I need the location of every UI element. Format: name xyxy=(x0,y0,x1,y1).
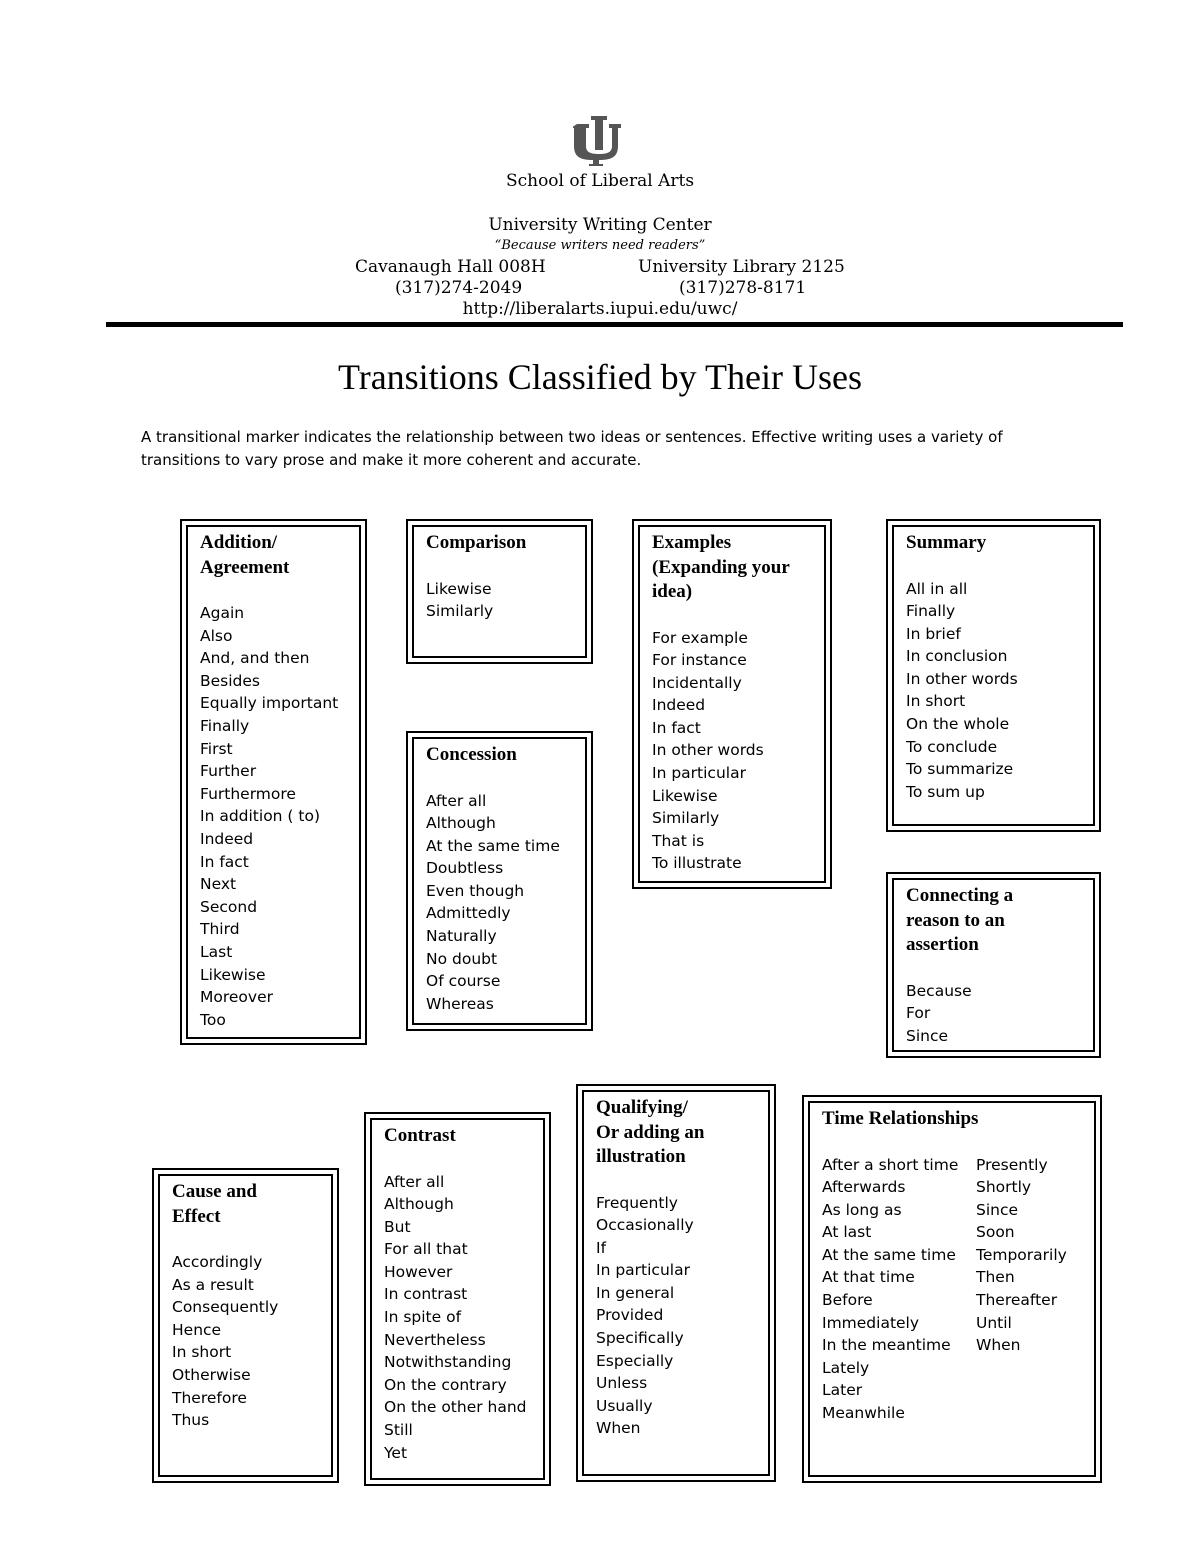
list-item: Incidentally xyxy=(652,673,742,692)
list-item: Frequently xyxy=(596,1193,678,1212)
item-list xyxy=(426,578,577,623)
list-item: Later xyxy=(822,1381,863,1400)
page-title: Transitions Classified by Their Uses xyxy=(337,357,862,397)
list-item: Occasionally xyxy=(596,1216,694,1235)
phone-right: (317)278-8171 xyxy=(679,278,807,298)
box-title: Contrast xyxy=(384,1125,456,1146)
list-item: For instance xyxy=(652,651,747,670)
list-item: Specifically xyxy=(596,1329,684,1348)
list-item: First xyxy=(200,739,233,758)
center-name: University Writing Center xyxy=(488,215,712,235)
box-qualifying xyxy=(576,1084,776,1482)
list-item: To conclude xyxy=(906,737,998,756)
list-item: No doubt xyxy=(426,949,498,968)
box-title: Summary xyxy=(906,532,987,553)
list-item: In spite of xyxy=(384,1308,462,1327)
header-divider xyxy=(106,322,1123,327)
list-item: In contrast xyxy=(384,1285,468,1304)
box-contrast xyxy=(364,1112,551,1486)
list-item: Likewise xyxy=(652,786,718,805)
list-item: In fact xyxy=(200,852,249,871)
list-item: For example xyxy=(652,628,748,647)
list-item: Indeed xyxy=(652,696,706,715)
item-list-right xyxy=(976,1154,1067,1425)
list-item: Provided xyxy=(596,1306,664,1325)
list-item: On the other hand xyxy=(384,1398,527,1417)
list-item: Temporarily xyxy=(976,1245,1067,1264)
list-item: Hence xyxy=(172,1320,222,1339)
list-item: Similarly xyxy=(426,602,494,621)
list-item: Then xyxy=(976,1268,1015,1287)
box-examples xyxy=(632,519,832,889)
list-item: Whereas xyxy=(426,994,494,1013)
list-item: In fact xyxy=(652,718,701,737)
phone-left: (317)274-2049 xyxy=(395,278,523,298)
list-item: Although xyxy=(426,814,496,833)
center-tagline: “Because writers need readers” xyxy=(494,238,706,253)
list-item: In brief xyxy=(906,624,961,643)
list-item: In general xyxy=(596,1283,675,1302)
list-item: At last xyxy=(822,1223,872,1242)
list-item: Unless xyxy=(596,1374,648,1393)
list-item: To illustrate xyxy=(652,854,742,873)
list-item: Too xyxy=(200,1010,226,1029)
list-item: Second xyxy=(200,897,258,916)
list-item: Furthermore xyxy=(200,784,296,803)
list-item: Immediately xyxy=(822,1313,920,1332)
box-addition xyxy=(180,519,367,1045)
list-item: Moreover xyxy=(200,988,273,1007)
list-item: If xyxy=(596,1238,607,1257)
list-item: When xyxy=(976,1336,1021,1355)
list-item: After all xyxy=(426,791,487,810)
list-item: As a result xyxy=(172,1275,254,1294)
box-concession xyxy=(406,731,593,1031)
list-item: Thus xyxy=(172,1411,210,1430)
list-item: When xyxy=(596,1419,641,1438)
box-title: Qualifying/ Or adding an illustration xyxy=(596,1097,705,1167)
list-item: Soon xyxy=(976,1223,1015,1242)
list-item: In addition ( to) xyxy=(200,807,321,826)
list-item: In short xyxy=(172,1343,232,1362)
item-list xyxy=(652,627,816,876)
box-title: Connecting a reason to an assertion xyxy=(906,885,1014,955)
list-item: Until xyxy=(976,1313,1012,1332)
box-time-relationships xyxy=(802,1095,1102,1483)
list-item: Similarly xyxy=(652,809,720,828)
list-item: In conclusion xyxy=(906,647,1008,666)
box-title: Examples (Expanding your idea) xyxy=(652,532,790,602)
list-item: Yet xyxy=(384,1443,408,1462)
list-item: Notwithstanding xyxy=(384,1353,512,1372)
list-item: Last xyxy=(200,942,233,961)
list-item: In other words xyxy=(906,669,1018,688)
list-item: Thereafter xyxy=(976,1291,1058,1310)
university-logo-icon xyxy=(573,114,625,166)
list-item: That is xyxy=(652,831,705,850)
list-item: Consequently xyxy=(172,1298,279,1317)
item-list xyxy=(906,980,1085,1048)
list-item: Equally important xyxy=(200,694,339,713)
list-item: On the contrary xyxy=(384,1375,507,1394)
item-list xyxy=(426,790,577,1016)
list-item: Of course xyxy=(426,972,501,991)
list-item: At that time xyxy=(822,1268,915,1287)
list-item: All in all xyxy=(906,579,968,598)
list-item: For all that xyxy=(384,1240,468,1259)
box-title: Time Relationships xyxy=(822,1108,979,1129)
list-item: In short xyxy=(906,692,966,711)
list-item: In other words xyxy=(652,741,764,760)
list-item: Therefore xyxy=(172,1388,247,1407)
list-item: After all xyxy=(384,1172,445,1191)
item-list xyxy=(172,1251,323,1432)
list-item: Still xyxy=(384,1421,413,1440)
intro-paragraph: A transitional marker indicates the relationship between two ideas or sentences. Effective writing uses a variety of transitions to vary prose and make it more coherent and accurate. xyxy=(141,428,1003,469)
list-item: Admittedly xyxy=(426,904,511,923)
list-item: Finally xyxy=(906,602,956,621)
list-item: To sum up xyxy=(906,782,985,801)
list-item: In the meantime xyxy=(822,1336,951,1355)
list-item: Afterwards xyxy=(822,1178,906,1197)
list-item: Otherwise xyxy=(172,1365,251,1384)
list-item: Because xyxy=(906,981,972,1000)
list-item: Especially xyxy=(596,1351,674,1370)
list-item: Naturally xyxy=(426,927,497,946)
item-list xyxy=(596,1192,760,1441)
list-item: Meanwhile xyxy=(822,1404,905,1423)
location-left: Cavanaugh Hall 008H xyxy=(355,257,546,277)
box-cause-effect xyxy=(152,1168,339,1483)
list-item: Lately xyxy=(822,1358,870,1377)
list-item: At the same time xyxy=(426,836,560,855)
list-item: Since xyxy=(906,1026,949,1045)
list-item: In particular xyxy=(652,764,746,783)
list-item: As long as xyxy=(822,1200,902,1219)
list-item: But xyxy=(384,1217,411,1236)
list-item: Before xyxy=(822,1291,873,1310)
list-item: Doubtless xyxy=(426,859,504,878)
list-item: Indeed xyxy=(200,829,254,848)
item-list xyxy=(906,578,1085,804)
box-title: Comparison xyxy=(426,532,527,553)
list-item: Likewise xyxy=(200,965,266,984)
list-item: To summarize xyxy=(906,760,1014,779)
list-item: In particular xyxy=(596,1261,690,1280)
box-title: Addition/ Agreement xyxy=(200,532,290,578)
list-item: Presently xyxy=(976,1155,1048,1174)
list-item: Third xyxy=(200,920,240,939)
school-name: School of Liberal Arts xyxy=(505,171,695,191)
list-item: Since xyxy=(976,1200,1019,1219)
list-item: Usually xyxy=(596,1396,653,1415)
list-item: However xyxy=(384,1262,453,1281)
box-comparison xyxy=(406,519,593,664)
list-item: Besides xyxy=(200,671,261,690)
list-item: After a short time xyxy=(822,1155,959,1174)
list-item: On the whole xyxy=(906,715,1010,734)
item-list-left xyxy=(822,1154,976,1425)
list-item: And, and then xyxy=(200,649,310,668)
list-item: At the same time xyxy=(822,1245,956,1264)
list-item: Again xyxy=(200,604,245,622)
list-item: Also xyxy=(200,626,233,645)
item-list xyxy=(200,602,351,1031)
list-item: Accordingly xyxy=(172,1253,263,1271)
time-columns xyxy=(822,1154,1086,1425)
box-title: Concession xyxy=(426,744,517,765)
box-summary xyxy=(886,519,1101,832)
box-reason xyxy=(886,872,1101,1058)
list-item: Finally xyxy=(200,716,250,735)
center-url[interactable]: http://liberalarts.iupui.edu/uwc/ xyxy=(462,299,738,319)
list-item: Although xyxy=(384,1195,454,1214)
list-item: Nevertheless xyxy=(384,1330,486,1349)
list-item: Further xyxy=(200,762,257,781)
list-item: For xyxy=(906,1004,931,1023)
list-item: Shortly xyxy=(976,1178,1032,1197)
list-item: Even though xyxy=(426,881,525,900)
list-item: Likewise xyxy=(426,579,492,598)
box-title: Cause and Effect xyxy=(172,1181,257,1227)
location-right: University Library 2125 xyxy=(638,257,845,277)
item-list xyxy=(384,1171,535,1465)
list-item: Next xyxy=(200,875,237,894)
